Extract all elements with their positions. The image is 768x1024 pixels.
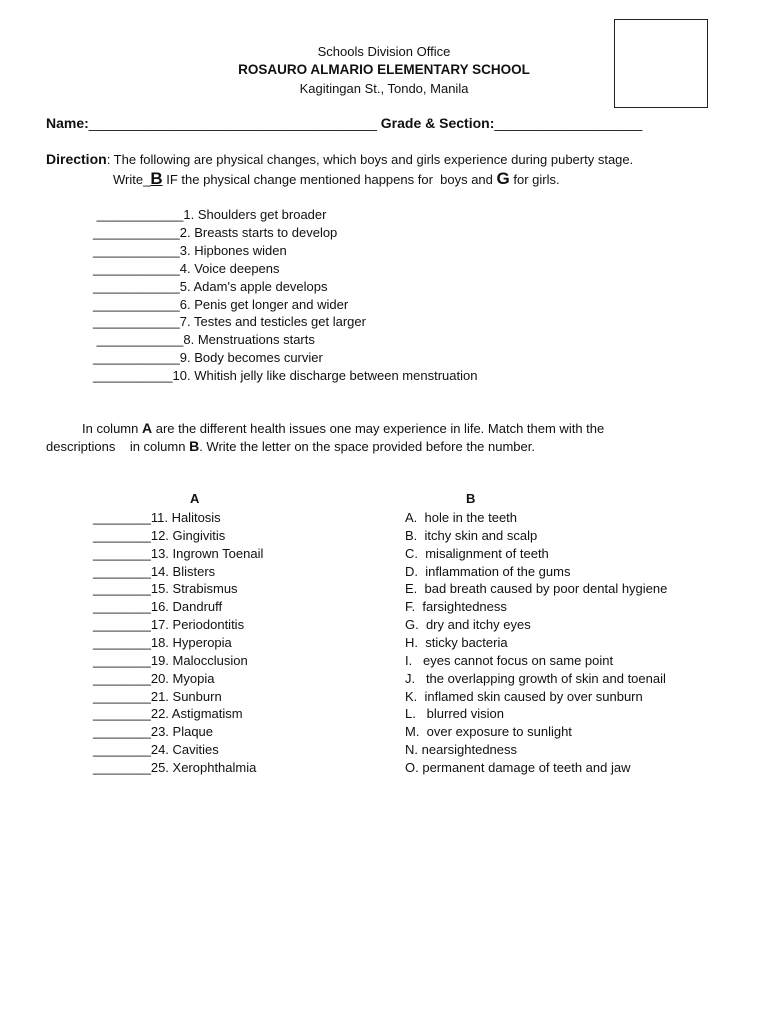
direction-label: Direction (46, 151, 107, 167)
list-item: O. permanent damage of teeth and jaw (405, 759, 631, 775)
part2-instruction-line-1 (82, 420, 604, 436)
item-text: 13. Ingrown Toenail (150, 545, 264, 561)
item-text: 17. Periodontitis (150, 617, 245, 633)
answer-blank[interactable]: ____________ (93, 242, 180, 258)
grade-section-blank[interactable]: ___________________ (494, 115, 643, 131)
answer-blank[interactable]: ________ (93, 759, 151, 775)
list-item (93, 581, 238, 596)
list-item (93, 314, 366, 329)
answer-blank[interactable]: ________ (93, 724, 151, 740)
answer-blank[interactable]: ____________ (93, 350, 180, 366)
direction-text-2: IF the physical change mentioned happens for boys and (162, 172, 497, 187)
list-item (93, 332, 315, 347)
office-title: Schools Division Office (317, 44, 451, 59)
name-blank[interactable]: _____________________________________ (88, 115, 377, 131)
item-text: 4. Voice deepens (179, 260, 280, 276)
list-item: E. bad breath caused by poor dental hygiene (405, 581, 668, 597)
item-text: 7. Testes and testicles get larger (179, 314, 366, 330)
list-item: F. farsightedness (405, 599, 507, 615)
answer-blank[interactable]: ________ (93, 581, 151, 597)
item-text: 8. Menstruations starts (183, 332, 315, 348)
list-item (93, 546, 263, 561)
item-text: 1. Shoulders get broader (183, 207, 327, 222)
answer-blank[interactable]: ________ (93, 706, 151, 722)
item-text: 23. Plaque (150, 724, 214, 740)
list-item (93, 261, 280, 276)
list-item: D. inflammation of the gums (405, 563, 571, 579)
list-item (93, 706, 243, 721)
answer-blank[interactable]: ________ (93, 510, 151, 525)
item-text: 9. Body becomes curvier (179, 350, 323, 366)
list-item: B. itchy skin and scalp (405, 527, 538, 543)
list-item (93, 760, 256, 775)
item-text: 19. Malocclusion (150, 652, 248, 668)
answer-blank[interactable]: ____________ (93, 314, 180, 330)
column-a-header: A (190, 491, 200, 506)
answer-blank[interactable]: ____________ (93, 224, 180, 240)
direction-text-3: for girls. (509, 172, 560, 187)
list-item (93, 297, 348, 312)
item-text: 16. Dandruff (150, 599, 223, 615)
list-item (93, 689, 222, 704)
item-text: 2. Breasts starts to develop (179, 224, 338, 240)
item-text: 18. Hyperopia (150, 634, 232, 650)
answer-blank[interactable]: ____________ (93, 278, 180, 294)
school-name: ROSAURO ALMARIO ELEMENTARY SCHOOL (238, 62, 530, 77)
letter-b: B (150, 169, 163, 188)
answer-blank[interactable]: ________ (93, 545, 151, 561)
item-text: 14. Blisters (150, 563, 216, 579)
list-item: M. over exposure to sunlight (405, 724, 572, 740)
item-text: 10. Whitish jelly like discharge between menstruation (172, 368, 478, 384)
list-item (93, 635, 232, 650)
list-item (93, 350, 323, 365)
list-item: K. inflamed skin caused by over sunburn (405, 688, 643, 704)
list-item: C. misalignment of teeth (405, 545, 549, 561)
part2-text-2b: . Write the letter on the space provided before the number. (199, 439, 535, 454)
answer-blank[interactable]: ____________ (93, 207, 184, 222)
item-text: 3. Hipbones widen (179, 242, 287, 258)
list-item (93, 368, 477, 383)
list-item (93, 510, 221, 525)
direction-line-1 (46, 151, 633, 167)
direction-write: Write (113, 172, 144, 187)
answer-blank[interactable]: ____________ (93, 260, 180, 276)
item-text: 6. Penis get longer and wider (179, 296, 349, 312)
direction-line-2 (113, 169, 560, 189)
grade-section-label: Grade & Section: (380, 115, 495, 131)
list-item: I. eyes cannot focus on same point (405, 652, 614, 668)
direction-text-1: : The following are physical changes, which boys and girls experience during puberty stage. (106, 152, 634, 167)
list-item (93, 528, 225, 543)
list-item: N. nearsightedness (405, 742, 518, 758)
answer-blank[interactable]: ________ (93, 563, 151, 579)
column-b-header: B (466, 491, 476, 506)
list-item (93, 617, 244, 632)
answer-blank[interactable]: ________ (93, 688, 151, 704)
letter-g: G (496, 169, 510, 188)
part2-instruction-line-2 (46, 438, 535, 454)
item-text: 22. Astigmatism (150, 706, 243, 722)
answer-blank[interactable]: ________ (93, 652, 151, 668)
list-item: A. hole in the teeth (405, 510, 518, 525)
answer-blank[interactable]: ____________ (93, 332, 184, 348)
answer-blank[interactable]: ___________ (93, 368, 173, 384)
item-text: 25. Xerophthalmia (150, 759, 257, 775)
part2-text-1b: are the different health issues one may experience in life. Match them with the (152, 421, 605, 436)
answer-blank[interactable]: ________ (93, 634, 151, 650)
name-label: Name: (46, 115, 89, 131)
answer-blank[interactable]: ________ (93, 742, 151, 758)
part2-col-a-ref: A (141, 420, 153, 436)
list-item: J. the overlapping growth of skin and toenail (405, 670, 666, 686)
list-item: G. dry and itchy eyes (405, 617, 531, 633)
list-item (93, 564, 215, 579)
list-item (93, 742, 219, 757)
list-item (93, 599, 222, 614)
answer-blank[interactable]: ____________ (93, 296, 180, 312)
list-item (93, 671, 214, 686)
list-item (93, 207, 326, 222)
list-item (93, 653, 248, 668)
direction-blank: _ (143, 172, 151, 187)
name-row (46, 115, 642, 131)
item-text: 24. Cavities (150, 742, 219, 758)
item-text: 12. Gingivitis (150, 527, 226, 543)
list-item: H. sticky bacteria (405, 634, 508, 650)
item-text: 5. Adam's apple develops (179, 278, 328, 294)
part2-text-1a: In column (82, 421, 142, 436)
list-item: L. blurred vision (405, 706, 504, 722)
school-address: Kagitingan St., Tondo, Manila (299, 81, 469, 96)
item-text: 21. Sunburn (150, 688, 222, 704)
answer-blank[interactable]: ________ (93, 670, 151, 686)
item-text: 11. Halitosis (150, 510, 221, 525)
answer-blank[interactable]: ________ (93, 617, 151, 633)
answer-blank[interactable]: ________ (93, 599, 151, 615)
list-item (93, 225, 337, 240)
list-item (93, 724, 213, 739)
list-item (93, 279, 328, 294)
part2-col-b-ref: B (189, 438, 200, 454)
item-text: 20. Myopia (150, 670, 215, 686)
item-text: 15. Strabismus (150, 581, 238, 597)
part2-text-2a: descriptions in column (46, 439, 190, 454)
answer-blank[interactable]: ________ (93, 527, 151, 543)
list-item (93, 243, 287, 258)
